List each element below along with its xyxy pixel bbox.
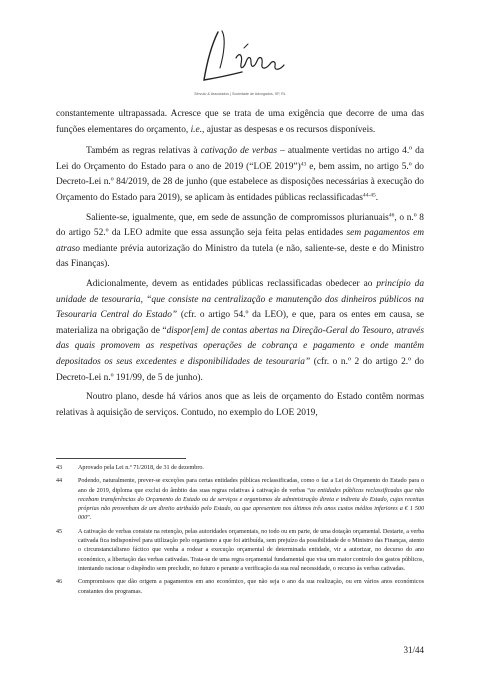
footnote-45 xyxy=(56,528,424,574)
footnote-46 xyxy=(56,578,424,597)
paragraph-1: constantemente ultrapassada. Acresce que se trata de uma exigência que decorre de uma das funções elementares do orçamento, i.e., ajustar as despesas e os recursos disponíveis. xyxy=(56,109,424,135)
footnote-number: 43 xyxy=(56,465,63,471)
body-text xyxy=(56,107,424,421)
letterhead-subtitle: Sérvulo & Associados | Sociedade de Advogados, SP, RL xyxy=(194,92,286,96)
footnote-number: 44 xyxy=(56,478,63,485)
paragraph-5: Noutro plano, desde há vários anos que as leis de orçamento do Estado contêm normas relativas à aquisição de serviços. Contudo, no exemplo do LOE 2019, xyxy=(56,392,424,418)
footnote-ref-43[interactable]: 43 xyxy=(300,161,307,168)
footnote-44: 44 Podendo, naturalmente, prever-se exceções para certas entidades públicas reclassificadas, como o faz a Lei do Orçamento do Estado para o ano de 2019, diploma que exclui do âmbito das suas regras relativas à cativação de verbas “as entidades públicas reclassificadas que não recebam transferências do Orçamento do Estado ou de serviços e organismos da administração direta e indireta do Estado, cujas receitas próprias não provenham de um direito atribuído pelo Estado, ou que apresentem nos últimos três anos custos médios inferiores a € 1 500 000”. xyxy=(56,478,424,522)
footnote-43 xyxy=(56,464,424,473)
paragraph-3: Saliente-se, igualmente, que, em sede de assunção de compromissos plurianuais$^{46}$, o n.º 8 do artigo 52.º da LEO admite que essa assunção seja feita pelas entidades sem pagamentos em atraso mediante prévia autorização do Ministro da tutela (e não, saliente-se, deste e do Ministro das Finanças). xyxy=(56,212,424,270)
footnote-ref-44-45[interactable]: 44-45 xyxy=(362,192,376,199)
letterhead-logo xyxy=(196,28,306,92)
footnote-text: A cativação de verbas consiste na retenção, pelas autoridades orçamentais, no todo ou em parte, de uma dotação orçamental. Destarte, a verba cativada fica indisponível para utilização pelo organismo a que foi atribuída, sem prejuízo da possibilidade de o Ministro das Finanças, atento o circunstancialismo fáctico que venha a rodear a execução orçamental de determinada entidade, vir a autorizar, no decurso do ano económico, a libertação das verbas cativadas. Trata-se de uma regra orçamental fundamental que visa um maior controlo dos gastos públicos, intentando racionar o dispêndio sem precludir, no futuro e perante a verificação da sua real necessidade, o recurso às verbas cativadas. xyxy=(78,528,424,572)
footnote-separator xyxy=(56,458,186,459)
footnote-number: 45 xyxy=(56,528,63,535)
page-number: 31/44 xyxy=(403,645,424,655)
paragraph-2: Também as regras relativas à cativação de verbas – atualmente vertidas no artigo 4.º da Lei do Orçamento do Estado para o ano de 2019 (“LOE 2019”)$^{43}$ e, bem assim, no artigo 5.º do Decreto-Lei n.º 84/2019, de 28 de junho (que estabelece as disposições necessárias à execução do Orçamento do Estado para 2019), se aplicam às entidades públicas reclassificadas$^{44-45}$. xyxy=(56,146,424,203)
footnotes xyxy=(56,464,424,597)
footnote-ref-46[interactable]: 46 xyxy=(388,212,395,219)
paragraph-4: Adicionalmente, devem as entidades públicas reclassificadas obedecer ao princípio da unidade de tesouraria, “que consiste na centralização e manutenção dos dinheiros públicos na Tesouraria Central do Estado” (cfr. o artigo 54.º da LEO), e que, para os entes em causa, se materializa na obrigação de “dispor[em] de contas abertas na Direção-Geral do Tesouro, através das quais promovem as respetivas operações de cobrança e pagamento e onde mantêm depositados os seus excedentes e disponibilidades de tesouraria” (cfr. o n.º 2 do artigo 2.º do Decreto-Lei n.º 191/99, de 5 de junho). xyxy=(56,278,425,383)
footnote-number: 46 xyxy=(56,579,63,586)
footnote-text: Aprovado pela Lei n.º 71/2018, de 31 de dezembro. xyxy=(78,465,204,471)
footnote-text: Compromissos que dão origem a pagamentos em ano económico, que não seja o ano da sua realização, ou em vários anos económicos constantes dos programas. xyxy=(78,579,424,595)
